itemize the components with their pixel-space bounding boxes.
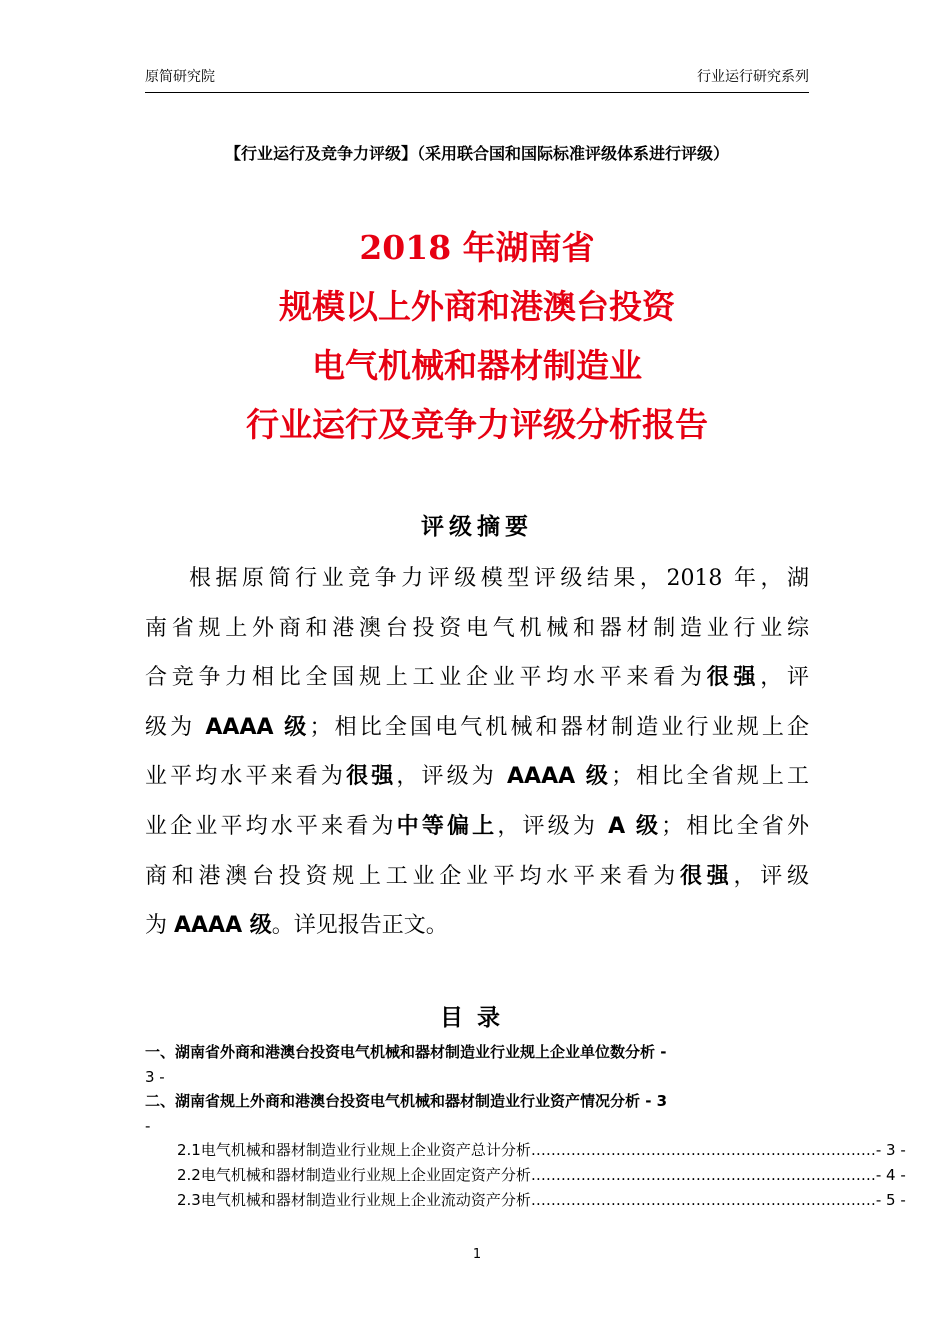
toc-subentry[interactable] xyxy=(145,1163,906,1188)
header-divider xyxy=(145,92,809,93)
toc-subentry-page: - 4 - xyxy=(875,1166,906,1184)
toc-heading: 目录 xyxy=(440,1005,514,1031)
summary-line: 南省规上外商和港澳台投资电气机械和器材制造业行业综 xyxy=(145,615,809,641)
summary-line: 级为 AAAA 级；相比全国电气机械和器材制造业行业规上企 xyxy=(145,714,810,740)
toc-subentry[interactable] xyxy=(145,1188,906,1213)
summary-line: 为 AAAA 级。详见报告正文。 xyxy=(145,913,448,939)
summary-line: 商和港澳台投资规上工业企业平均水平来看为很强，评级 xyxy=(145,863,809,889)
toc-leader-dots: …………………………………………………………… xyxy=(530,1166,876,1184)
toc-subentry-number: 2.1 xyxy=(177,1141,201,1159)
rating-grade: AAAA 级 xyxy=(205,714,310,740)
rating-emphasis: 很强 xyxy=(346,764,397,790)
rating-grade: A 级 xyxy=(608,813,662,839)
toc-leader-dots: …………………………………………………………… xyxy=(530,1191,876,1209)
header-publisher: 原简研究院 xyxy=(145,69,215,85)
page-header xyxy=(145,66,809,90)
toc-subentry-text: 电气机械和器材制造业行业规上企业流动资产分析 xyxy=(200,1191,531,1209)
rating-grade: AAAA 级 xyxy=(174,913,272,939)
report-title xyxy=(145,218,809,454)
rating-banner: 【行业运行及竞争力评级】（采用联合国和国际标准评级体系进行评级） xyxy=(224,144,729,163)
summary-line: 根据原简行业竞争力评级模型评级结果，2018 年，湖 xyxy=(189,566,809,591)
toc-subentry-page: - 5 - xyxy=(875,1191,906,1209)
title-line-4: 行业运行及竞争力评级分析报告 xyxy=(246,405,708,444)
toc-subentry-text: 电气机械和器材制造业行业规上企业固定资产分析 xyxy=(200,1166,531,1184)
toc-entry-2-page[interactable]: - xyxy=(145,1117,151,1135)
toc-entry-1[interactable]: 一、湖南省外商和港澳台投资电气机械和器材制造业行业规上企业单位数分析 - xyxy=(145,1043,667,1061)
table-of-contents xyxy=(145,1040,906,1213)
toc-entry-2[interactable]: 二、湖南省规上外商和港澳台投资电气机械和器材制造业行业资产情况分析 - 3 xyxy=(145,1092,668,1110)
toc-subentry-page: - 3 - xyxy=(875,1141,906,1159)
toc-entry-1-page[interactable]: 3 - xyxy=(145,1068,165,1086)
summary-line: 合竞争力相比全国规上工业企业平均水平来看为很强，评 xyxy=(145,665,809,691)
header-series: 行业运行研究系列 xyxy=(697,69,809,85)
summary-paragraph xyxy=(145,554,809,951)
title-line-1: 2018 年湖南省 xyxy=(359,228,595,267)
rating-emphasis: 很强 xyxy=(679,863,734,889)
toc-leader-dots: …………………………………………………………… xyxy=(530,1141,876,1159)
summary-line: 业企业平均水平来看为中等偏上，评级为 A 级；相比全省外 xyxy=(145,813,809,839)
rating-grade: AAAA 级 xyxy=(507,764,612,790)
toc-subentry-number: 2.3 xyxy=(177,1191,201,1209)
rating-emphasis: 中等偏上 xyxy=(396,813,498,839)
summary-line: 业平均水平来看为很强，评级为 AAAA 级；相比全省规上工 xyxy=(145,764,809,790)
toc-subentry[interactable] xyxy=(145,1138,906,1163)
title-line-2: 规模以上外商和港澳台投资 xyxy=(279,287,675,326)
title-line-3: 电气机械和器材制造业 xyxy=(312,346,642,385)
toc-subentry-text: 电气机械和器材制造业行业规上企业资产总计分析 xyxy=(200,1141,531,1159)
summary-heading: 评级摘要 xyxy=(421,514,533,540)
toc-subentry-number: 2.2 xyxy=(177,1166,201,1184)
rating-emphasis: 很强 xyxy=(706,665,761,691)
page-number: 1 xyxy=(472,1247,482,1262)
